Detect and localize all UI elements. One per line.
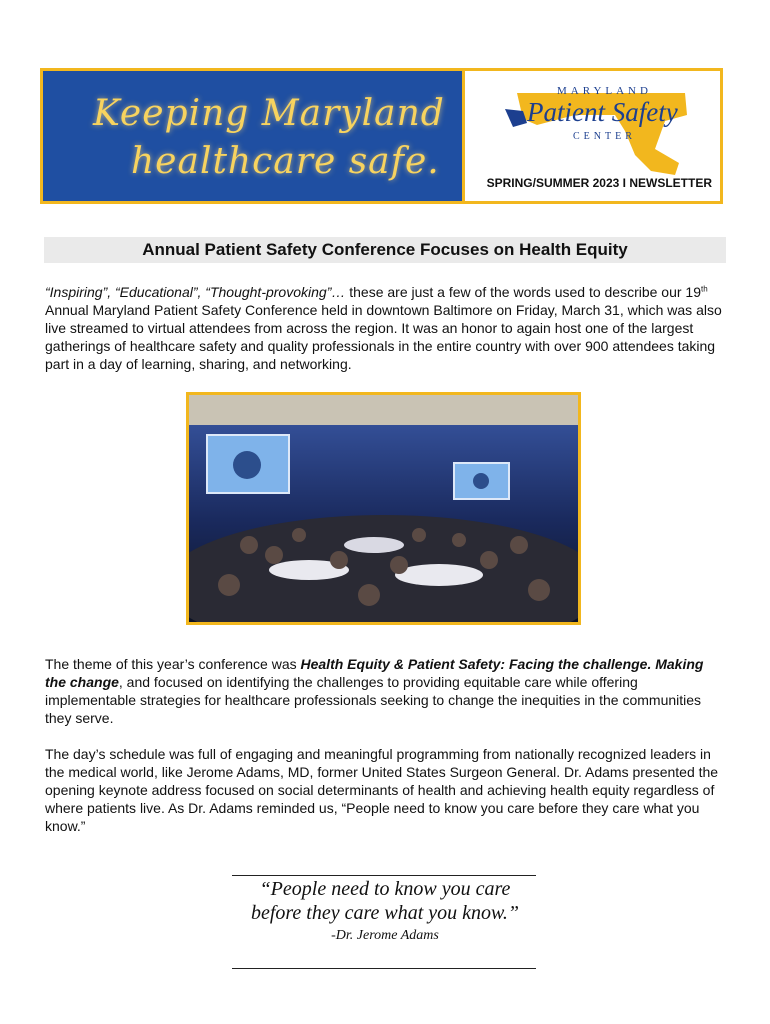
theme-title: Health Equity & Patient Safety: Facing the challenge. Making the change: [45, 656, 704, 690]
pull-quote-attribution: -Dr. Jerome Adams: [331, 928, 439, 943]
tagline-line1: Keeping Maryland: [93, 93, 445, 134]
patient-safety-center-logo: [465, 71, 720, 201]
conference-photo: [186, 392, 581, 625]
intro-text-b: Annual Maryland Patient Safety Conference held in downtown Baltimore on Friday, March 31, which was also live streamed to virtual attendees from across the region. It was an honor to again host one of the largest gatherings of healthcare safety and quality professionals in the entire country with over 900 attendees taking part in a day of learning, sharing, and networking.: [45, 302, 722, 372]
pull-quote-line2: before they care what you know.”: [250, 902, 520, 924]
logo-top-text: MARYLAND: [557, 85, 652, 97]
article-title: Annual Patient Safety Conference Focuses on Health Equity: [44, 237, 726, 263]
theme-paragraph: [45, 655, 725, 727]
intro-sup: th: [701, 284, 708, 294]
tagline-banner: [43, 71, 465, 201]
pull-quote-line1: “People need to know you care: [259, 878, 511, 900]
conference-hall-image: [189, 395, 578, 622]
quote-divider-bottom: [232, 968, 536, 969]
schedule-paragraph: The day’s schedule was full of engaging and meaningful programming from nationally recognized leaders in the medical world, like Jerome Adams, MD, former United States Surgeon General. Dr. Adams presented the opening keynote address focused on social determinants of health and achieving health equity regardless of where patients live. As Dr. Adams reminded us, “People need to know you care before they care what you know.”: [45, 746, 719, 834]
issue-label: SPRING/SUMMER 2023 I NEWSLETTER: [486, 176, 712, 190]
theme-text-a: The theme of this year’s conference was: [45, 656, 301, 672]
logo-bottom-text: CENTER: [573, 131, 636, 142]
tagline-line2: healthcare safe.: [131, 141, 440, 182]
intro-quote: “Inspiring”, “Educational”, “Thought-provoking”…: [45, 284, 346, 300]
theme-text-b: , and focused on identifying the challenges to providing equitable care while offering implementable strategies for healthcare professionals seeking to change the inequities in the communities they serve.: [45, 674, 702, 726]
intro-text-a: these are just a few of the words used to describe our 19: [345, 284, 702, 300]
newsletter-header: [40, 68, 723, 204]
logo-main-text: Patient Safety: [527, 97, 678, 127]
intro-paragraph: [45, 283, 725, 373]
quote-divider-top: [232, 875, 536, 876]
